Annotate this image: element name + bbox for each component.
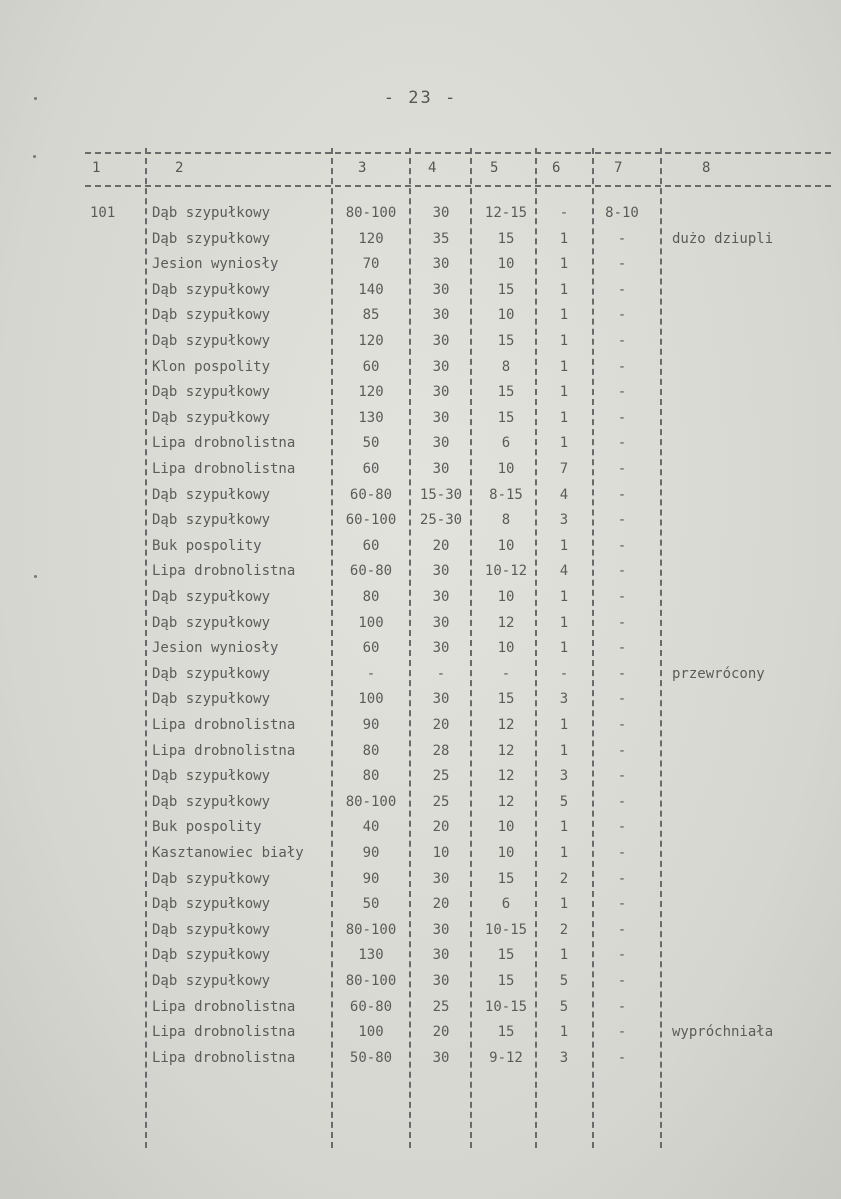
table-cell: -	[617, 691, 627, 708]
table-cell: -	[617, 409, 627, 426]
table-cell: 1	[559, 409, 569, 426]
table-row	[0, 535, 841, 558]
table-cell: Klon pospolity	[152, 358, 271, 375]
table-cell: 1	[559, 333, 569, 349]
table-cell: 30	[432, 973, 450, 989]
table-cell: -	[617, 768, 627, 785]
column-header: 5	[490, 160, 499, 176]
table-row	[0, 816, 841, 839]
table-row	[0, 330, 841, 353]
table-cell: 1	[559, 947, 569, 964]
table-cell: 1	[559, 1024, 569, 1041]
table-cell: 80	[362, 589, 380, 605]
table-cell: 30	[432, 947, 450, 964]
table-row	[0, 458, 841, 481]
table-cell: 100	[358, 691, 384, 708]
table-cell: 30	[432, 640, 450, 657]
table-cell: 2	[559, 921, 569, 938]
table-cell: 5	[559, 973, 569, 989]
table-cell: 25	[432, 998, 450, 1015]
table-cell: 130	[358, 947, 384, 964]
table-cell: 1	[559, 435, 569, 452]
column-header: 3	[358, 160, 367, 176]
table-cell: 1	[559, 281, 569, 298]
table-cell: 100	[358, 1024, 384, 1041]
table-row	[0, 432, 841, 455]
table-cell: 2	[559, 870, 569, 887]
table-cell: 130	[358, 409, 384, 426]
table-cell: 6	[501, 896, 511, 913]
table-row	[0, 560, 841, 583]
table-cell: 60	[362, 358, 380, 375]
table-cell: Lipa drobnolistna	[152, 998, 296, 1015]
table-cell: 1	[559, 896, 569, 913]
table-cell: 12	[497, 768, 515, 785]
table-cell: 60	[362, 537, 380, 554]
table-cell: 28	[432, 742, 450, 759]
table-cell: Dąb szypułkowy	[152, 384, 271, 401]
table-cell: 10	[497, 537, 515, 554]
table-cell: 30	[432, 205, 450, 221]
table-cell: 30	[432, 281, 450, 298]
table-cell: -	[617, 537, 627, 554]
table-cell: 1	[559, 819, 569, 836]
table-row	[0, 279, 841, 302]
table-cell: 12	[497, 742, 515, 759]
table-cell: wypróchniała	[672, 1024, 774, 1041]
table-row	[0, 868, 841, 891]
table-cell: 1	[559, 537, 569, 554]
table-row	[0, 740, 841, 763]
table-cell: 35	[432, 230, 450, 247]
table-cell: Dąb szypułkowy	[152, 921, 271, 938]
table-cell: 30	[432, 461, 450, 477]
table-cell: 4	[559, 563, 569, 580]
table-cell: 15	[497, 1024, 515, 1041]
table-row	[0, 944, 841, 967]
table-cell: 10-15	[484, 998, 528, 1015]
table-cell: 30	[432, 614, 450, 631]
table-cell: 10	[497, 819, 515, 836]
table-cell: 15	[497, 281, 515, 298]
table-cell: -	[617, 640, 627, 657]
table-cell: 60-80	[349, 486, 393, 503]
table-cell: Lipa drobnolistna	[152, 1024, 296, 1041]
table-cell: 12-15	[484, 205, 528, 221]
table-cell: 15	[497, 691, 515, 708]
table-cell: 4	[559, 486, 569, 503]
table-cell: 9-12	[489, 1049, 523, 1066]
table-cell: 90	[362, 845, 380, 861]
table-row	[0, 228, 841, 251]
table-row	[0, 304, 841, 327]
table-cell: -	[617, 947, 627, 964]
table-row	[0, 637, 841, 660]
table-cell: 10	[497, 589, 515, 605]
table-cell: 20	[432, 819, 450, 836]
table-cell: -	[617, 845, 627, 861]
table-cell: 1	[559, 614, 569, 631]
table-cell: 30	[432, 589, 450, 605]
table-cell: 20	[432, 896, 450, 913]
table-row	[0, 663, 841, 686]
table-cell: -	[559, 205, 569, 221]
table-cell: -	[617, 589, 627, 605]
table-cell: -	[617, 281, 627, 298]
table-cell: -	[617, 973, 627, 989]
column-header: 1	[92, 160, 101, 176]
table-cell: 10	[497, 307, 515, 324]
table-cell: Dąb szypułkowy	[152, 870, 271, 887]
table-cell: 12	[497, 717, 515, 733]
table-cell: 10	[497, 256, 515, 273]
table-cell: 90	[362, 717, 380, 733]
table-cell: 60-80	[349, 998, 393, 1015]
table-cell: 6	[501, 435, 511, 452]
table-row	[0, 612, 841, 635]
table-cell: 25-30	[419, 512, 463, 529]
table-cell: 120	[358, 384, 384, 401]
table-cell: -	[617, 563, 627, 580]
table-cell: -	[617, 717, 627, 733]
table-cell: 80-100	[345, 793, 397, 810]
table-cell: Lipa drobnolistna	[152, 742, 296, 759]
table-cell: Dąb szypułkowy	[152, 409, 271, 426]
table-cell: 10	[497, 845, 515, 861]
table-cell: 80-100	[345, 921, 397, 938]
table-cell: 3	[559, 768, 569, 785]
table-row	[0, 509, 841, 532]
table-cell: -	[617, 512, 627, 529]
table-cell: 30	[432, 307, 450, 324]
table-cell: Dąb szypułkowy	[152, 589, 271, 605]
table-cell: 8	[501, 358, 511, 375]
table-row	[0, 765, 841, 788]
table-cell: 50	[362, 435, 380, 452]
table-cell: Lipa drobnolistna	[152, 563, 296, 580]
table-cell: 12	[497, 793, 515, 810]
table-cell: 80-100	[345, 205, 397, 221]
table-cell: 60-80	[349, 563, 393, 580]
table-cell: Dąb szypułkowy	[152, 896, 271, 913]
table-cell: 30	[432, 435, 450, 452]
table-row	[0, 1047, 841, 1070]
table-cell: 1	[559, 742, 569, 759]
table-cell: 8-15	[489, 486, 523, 503]
table-cell: Dąb szypułkowy	[152, 333, 271, 349]
table-cell: 15	[497, 947, 515, 964]
table-row	[0, 407, 841, 430]
table-cell: 30	[432, 384, 450, 401]
table-cell: Buk pospolity	[152, 537, 262, 554]
table-row	[0, 842, 841, 865]
table-cell: 60-100	[345, 512, 397, 529]
table-cell: -	[617, 896, 627, 913]
table-cell: 30	[432, 1049, 450, 1066]
table-cell: 10-12	[484, 563, 528, 580]
table-cell: 5	[559, 998, 569, 1015]
table-cell: 85	[362, 307, 380, 324]
table-cell: 1	[559, 640, 569, 657]
table-cell: 30	[432, 691, 450, 708]
table-cell: 15-30	[419, 486, 463, 503]
table-cell: 1	[559, 230, 569, 247]
table-cell: Lipa drobnolistna	[152, 435, 296, 452]
table-cell: -	[617, 921, 627, 938]
table-cell: Dąb szypułkowy	[152, 230, 271, 247]
table-cell: -	[617, 333, 627, 349]
table-cell: 1	[559, 845, 569, 861]
table-cell: -	[617, 614, 627, 631]
table-cell: 15	[497, 973, 515, 989]
speck	[33, 155, 36, 158]
column-header: 8	[702, 160, 711, 176]
table-cell: 90	[362, 870, 380, 887]
table-cell: -	[617, 742, 627, 759]
table-cell: 12	[497, 614, 515, 631]
table-cell: 10	[432, 845, 450, 861]
table-cell: Dąb szypułkowy	[152, 512, 271, 529]
table-cell: 101	[90, 205, 116, 221]
table-row	[0, 919, 841, 942]
table-cell: 10	[497, 461, 515, 477]
table-cell: -	[617, 793, 627, 810]
table-cell: 10	[497, 640, 515, 657]
table-cell: 20	[432, 1024, 450, 1041]
table-top-rule	[85, 152, 831, 154]
table-cell: 60	[362, 640, 380, 657]
table-cell: Dąb szypułkowy	[152, 947, 271, 964]
table-cell: Kasztanowiec biały	[152, 845, 304, 861]
table-cell: 70	[362, 256, 380, 273]
table-cell: Dąb szypułkowy	[152, 793, 271, 810]
table-cell: Lipa drobnolistna	[152, 461, 296, 477]
table-cell: 120	[358, 333, 384, 349]
table-cell: -	[617, 665, 627, 682]
table-cell: -	[617, 307, 627, 324]
table-cell: Dąb szypułkowy	[152, 307, 271, 324]
table-cell: 1	[559, 307, 569, 324]
table-cell: 30	[432, 358, 450, 375]
table-cell: 40	[362, 819, 380, 836]
table-cell: -	[559, 665, 569, 682]
table-row	[0, 202, 841, 225]
table-row	[0, 253, 841, 276]
table-cell: 15	[497, 230, 515, 247]
table-cell: Lipa drobnolistna	[152, 717, 296, 733]
table-row	[0, 893, 841, 916]
table-cell: 8-10	[605, 205, 639, 221]
table-cell: -	[436, 665, 446, 682]
table-cell: -	[617, 998, 627, 1015]
table-cell: 50	[362, 896, 380, 913]
table-cell: 3	[559, 691, 569, 708]
table-cell: 30	[432, 921, 450, 938]
table-row	[0, 586, 841, 609]
table-cell: Jesion wyniosły	[152, 640, 279, 657]
table-cell: 10-15	[484, 921, 528, 938]
table-cell: Dąb szypułkowy	[152, 486, 271, 503]
table-cell: 60	[362, 461, 380, 477]
table-cell: -	[617, 1024, 627, 1041]
table-cell: przewrócony	[672, 665, 765, 682]
table-cell: -	[617, 461, 627, 477]
table-cell: 80	[362, 768, 380, 785]
table-cell: Jesion wyniosły	[152, 256, 279, 273]
table-cell: 3	[559, 512, 569, 529]
table-cell: -	[617, 230, 627, 247]
table-cell: 20	[432, 717, 450, 733]
table-cell: 15	[497, 333, 515, 349]
column-header: 7	[614, 160, 623, 176]
table-cell: Dąb szypułkowy	[152, 768, 271, 785]
table-cell: 8	[501, 512, 511, 529]
table-cell: dużo dziupli	[672, 230, 774, 247]
table-cell: 7	[559, 461, 569, 477]
table-cell: 25	[432, 793, 450, 810]
table-cell: 1	[559, 717, 569, 733]
table-header-rule	[85, 185, 831, 187]
table-cell: 5	[559, 793, 569, 810]
table-cell: Dąb szypułkowy	[152, 665, 271, 682]
table-cell: 3	[559, 1049, 569, 1066]
table-cell: 140	[358, 281, 384, 298]
table-cell: 1	[559, 358, 569, 375]
table-cell: -	[617, 870, 627, 887]
table-cell: -	[366, 665, 376, 682]
table-cell: 15	[497, 409, 515, 426]
page-number: - 23 -	[383, 88, 458, 108]
table-row	[0, 996, 841, 1019]
table-cell: Lipa drobnolistna	[152, 1049, 296, 1066]
column-header: 6	[552, 160, 561, 176]
table-cell: 80	[362, 742, 380, 759]
table-cell: 100	[358, 614, 384, 631]
table-row	[0, 688, 841, 711]
table-cell: 50-80	[349, 1049, 393, 1066]
table-cell: Dąb szypułkowy	[152, 614, 271, 631]
table-cell: Dąb szypułkowy	[152, 691, 271, 708]
table-cell: 120	[358, 230, 384, 247]
table-cell: 15	[497, 870, 515, 887]
table-cell: -	[617, 384, 627, 401]
table-row	[0, 356, 841, 379]
table-cell: -	[501, 665, 511, 682]
table-cell: 30	[432, 333, 450, 349]
table-cell: -	[617, 819, 627, 836]
table-row	[0, 1021, 841, 1044]
table-cell: 25	[432, 768, 450, 785]
table-cell: 1	[559, 256, 569, 273]
table-cell: Dąb szypułkowy	[152, 205, 271, 221]
table-cell: 30	[432, 409, 450, 426]
table-cell: -	[617, 1049, 627, 1066]
table-cell: -	[617, 358, 627, 375]
speck	[34, 97, 37, 100]
table-cell: 30	[432, 563, 450, 580]
table-cell: 30	[432, 870, 450, 887]
table-row	[0, 484, 841, 507]
table-cell: -	[617, 486, 627, 503]
column-header: 4	[428, 160, 437, 176]
table-cell: 30	[432, 256, 450, 273]
speck	[34, 575, 37, 578]
table-cell: 1	[559, 384, 569, 401]
table-cell: 15	[497, 384, 515, 401]
table-row	[0, 714, 841, 737]
table-cell: Buk pospolity	[152, 819, 262, 836]
table-cell: -	[617, 256, 627, 273]
table-cell: 1	[559, 589, 569, 605]
table-row	[0, 791, 841, 814]
table-cell: -	[617, 435, 627, 452]
table-row	[0, 381, 841, 404]
table-cell: Dąb szypułkowy	[152, 281, 271, 298]
table-row	[0, 970, 841, 993]
column-header: 2	[175, 160, 184, 176]
table-cell: Dąb szypułkowy	[152, 973, 271, 989]
table-cell: 80-100	[345, 973, 397, 989]
table-cell: 20	[432, 537, 450, 554]
